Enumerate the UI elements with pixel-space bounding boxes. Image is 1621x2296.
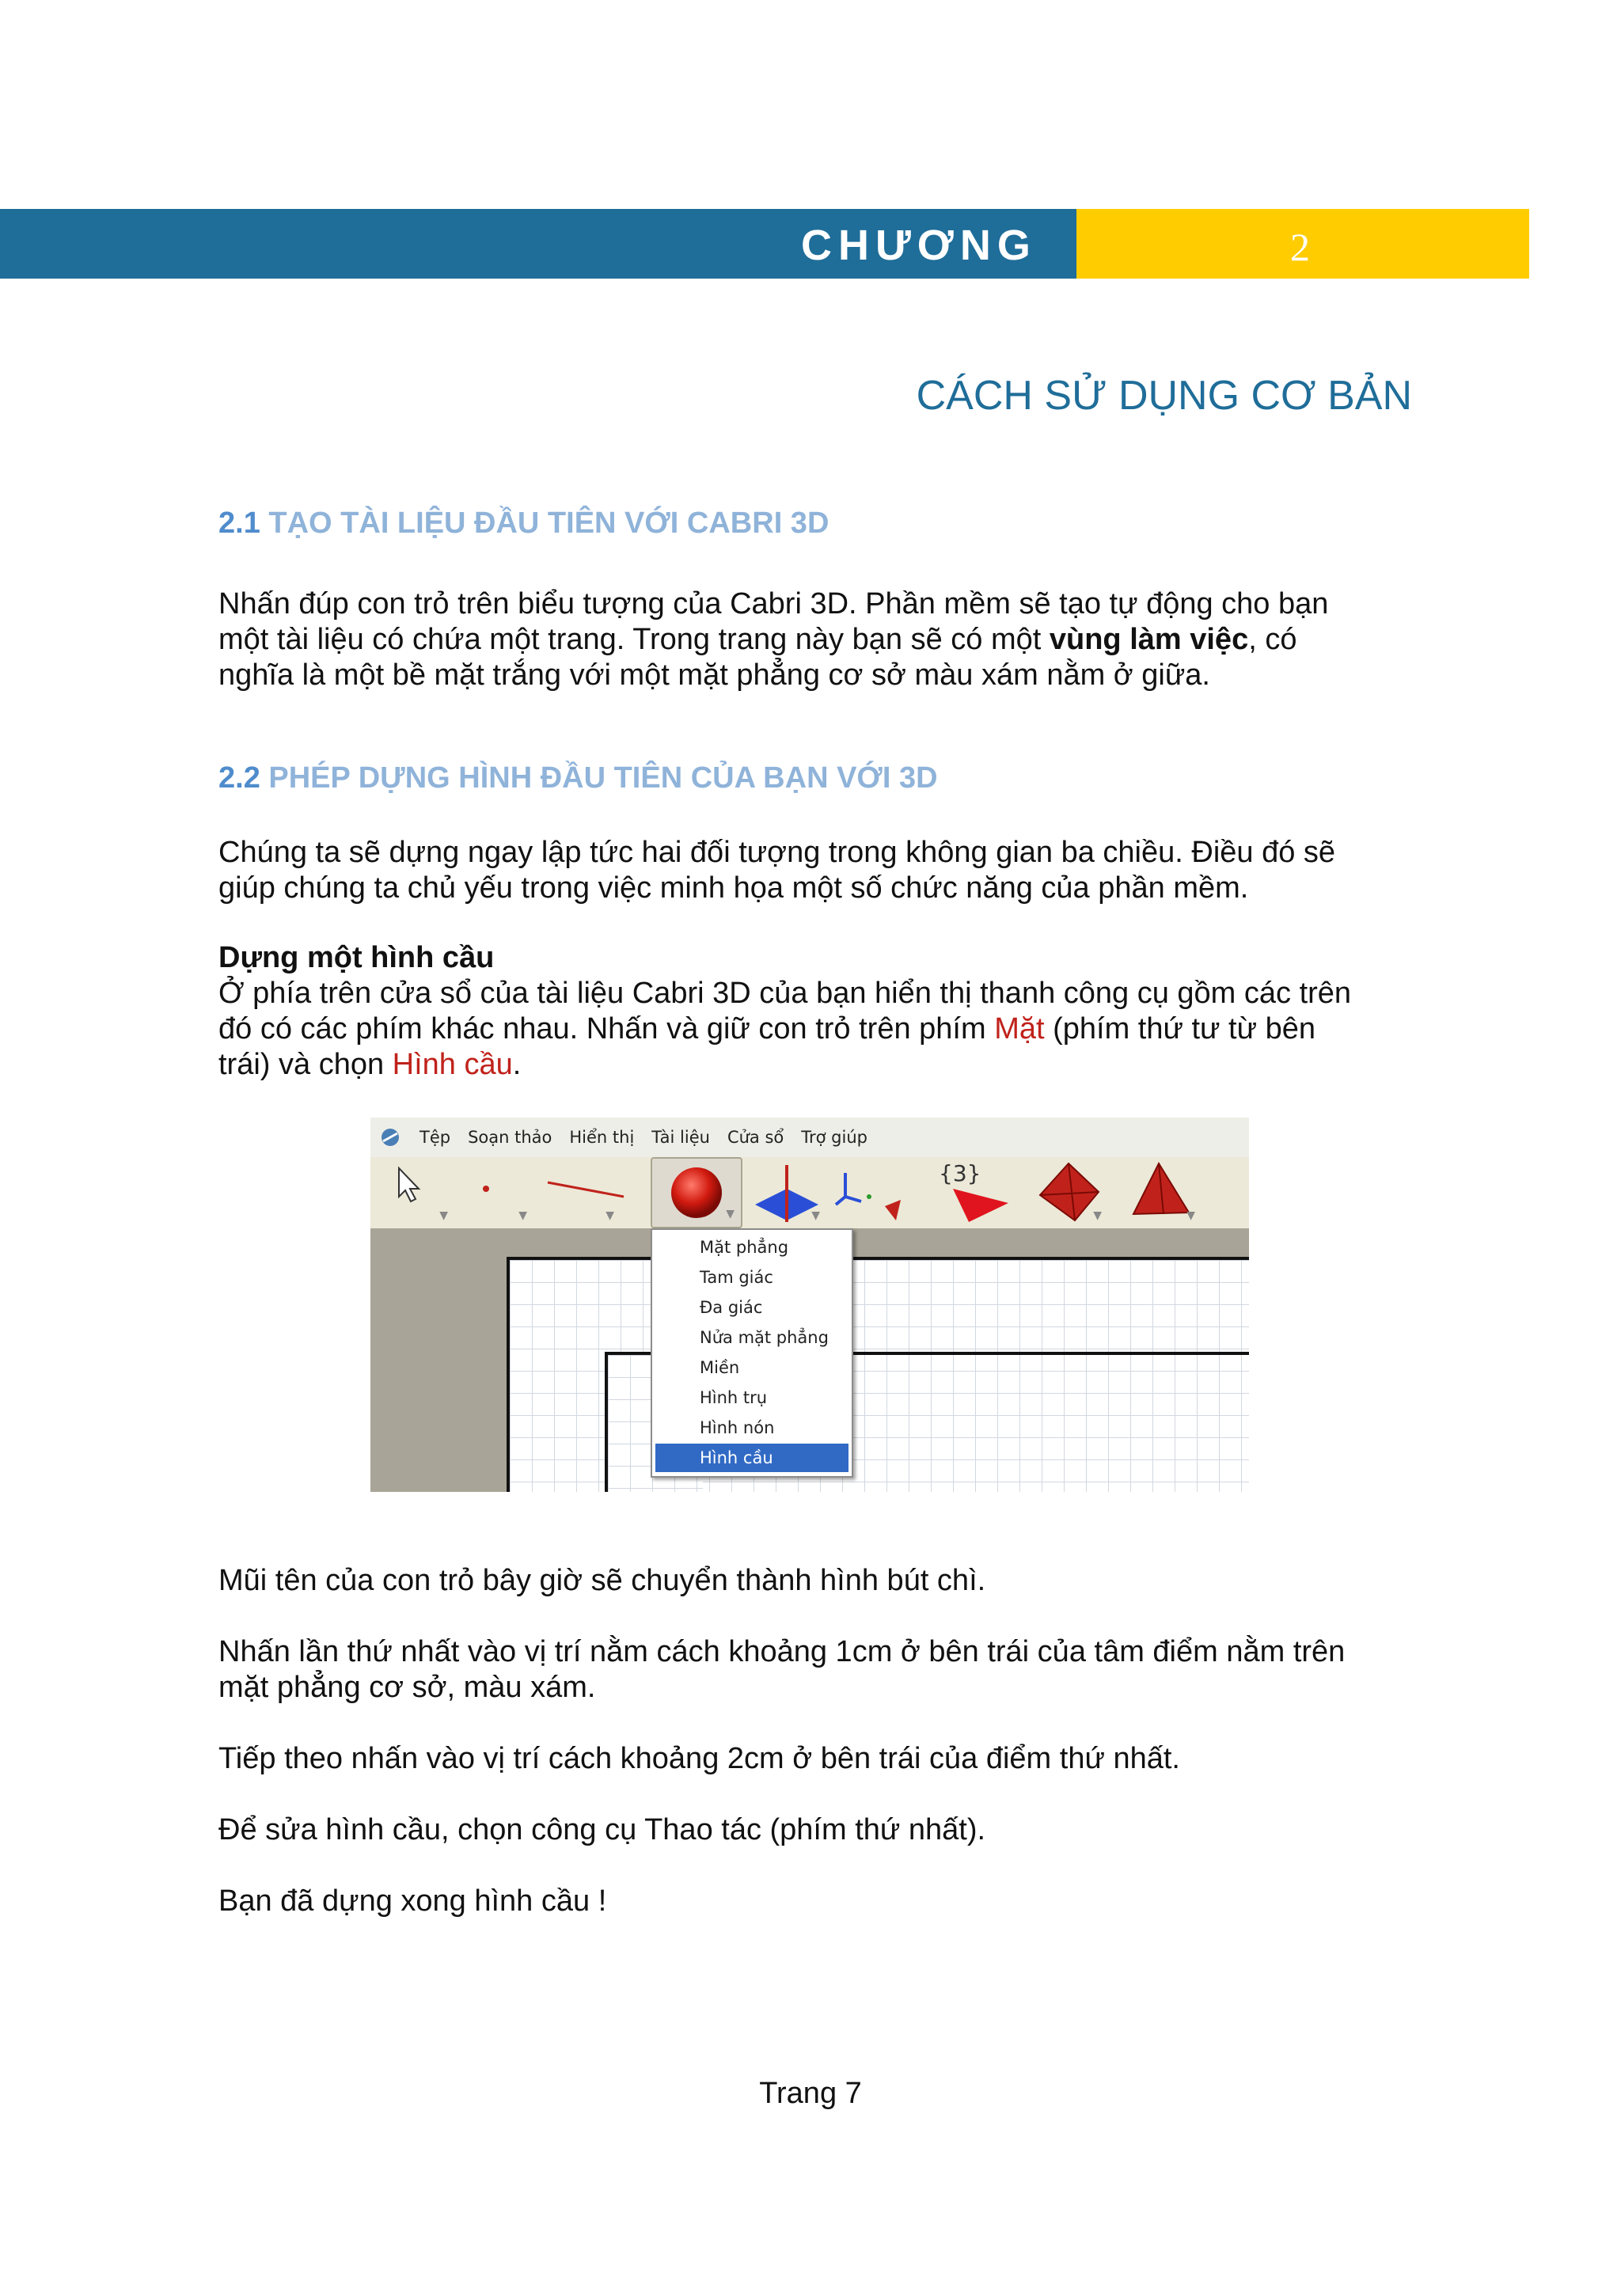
pyramid-tool-button[interactable] [1122, 1157, 1202, 1228]
chapter-banner [0, 209, 1529, 279]
transform-tool-button[interactable] [829, 1157, 909, 1228]
line-tool-button[interactable] [541, 1157, 621, 1228]
paragraph-intro [218, 586, 1406, 693]
text-line: mặt phẳng cơ sở, màu xám. [218, 1671, 596, 1704]
polygon-tool-button[interactable] [929, 1157, 1024, 1228]
polyhedron-tool-button[interactable] [1029, 1157, 1108, 1228]
surface-dropdown-menu [651, 1228, 853, 1478]
menu-option-triangle[interactable]: Tam giác [700, 1268, 773, 1287]
polygon-count-icon [929, 1157, 1024, 1228]
chevron-down-icon: ▼ [811, 1209, 820, 1222]
chapter-number-box [1076, 209, 1529, 279]
text-line: đó có các phím khác nhau. Nhấn và giữ con trỏ trên phím Mặt (phím thứ tư từ bên [218, 1012, 1316, 1046]
paragraph-done: Bạn đã dựng xong hình cầu ! [218, 1884, 607, 1918]
text-line: Nhấn đúp con trỏ trên biểu tượng của Cabri 3D. Phần mềm sẽ tạo tự động cho bạn [218, 587, 1329, 620]
menu-reference: Hình cầu [392, 1048, 513, 1081]
chevron-down-icon: ▼ [518, 1209, 527, 1222]
section-heading-2-2 [218, 761, 938, 795]
paragraph-first-click [218, 1634, 1406, 1706]
section-number: 2.1 [218, 507, 260, 540]
text-line: Ở phía trên cửa sổ của tài liệu Cabri 3D của bạn hiển thị thanh công cụ gồm các trên [218, 977, 1352, 1010]
cabri-screenshot [370, 1118, 1249, 1492]
menu-option-polygon[interactable]: Đa giác [700, 1298, 763, 1317]
menu-help[interactable]: Trợ giúp [801, 1128, 867, 1147]
section-title: TẠO TÀI LIỆU ĐẦU TIÊN VỚI CABRI 3D [268, 507, 829, 540]
menu-option-region[interactable]: Miền [700, 1358, 740, 1377]
perpendicular-tool-button[interactable] [747, 1157, 826, 1228]
menu-reference: Mặt [994, 1012, 1045, 1046]
text-line: nghĩa là một bề mặt trắng với một mặt phẳng cơ sở màu xám nằm ở giữa. [218, 658, 1210, 692]
canvas-margin-top [507, 1228, 1249, 1257]
paragraph-sphere [218, 940, 1406, 1083]
section-number: 2.2 [218, 761, 260, 795]
menu-option-sphere-selected[interactable]: Hình cầu [655, 1444, 848, 1472]
menu-file[interactable]: Tệp [419, 1128, 451, 1147]
point-tool-button[interactable] [454, 1157, 533, 1228]
menu-bar [370, 1118, 1249, 1157]
chapter-title: CÁCH SỬ DỤNG CƠ BẢN [916, 373, 1412, 419]
app-icon [378, 1125, 402, 1149]
menu-window[interactable]: Cửa sổ [727, 1128, 784, 1147]
canvas-margin [370, 1228, 507, 1492]
polygon-count-label: {3} [939, 1160, 981, 1186]
sub-heading: Dựng một hình cầu [218, 941, 495, 974]
menu-option-plane[interactable]: Mặt phẳng [700, 1238, 789, 1257]
bold-term: vùng làm việc [1049, 623, 1249, 656]
menu-document[interactable]: Tài liệu [651, 1128, 710, 1147]
menu-option-half-plane[interactable]: Nửa mặt phẳng [700, 1328, 829, 1347]
menu-option-cylinder[interactable]: Hình trụ [700, 1388, 768, 1407]
section-title: PHÉP DỰNG HÌNH ĐẦU TIÊN CỦA BẠN VỚI 3D [268, 761, 938, 795]
paragraph-second-click: Tiếp theo nhấn vào vị trí cách khoảng 2cm ở bên trái của điểm thứ nhất. [218, 1742, 1180, 1775]
text-line: Nhấn lần thứ nhất vào vị trí nằm cách khoảng 1cm ở bên trái của tâm điểm nằm trên [218, 1635, 1346, 1668]
surface-tool-button[interactable] [651, 1157, 742, 1228]
toolbar [370, 1157, 1249, 1229]
chevron-down-icon: ▼ [606, 1209, 614, 1222]
text-line: Chúng ta sẽ dựng ngay lập tức hai đối tượng trong không gian ba chiều. Điều đó sẽ [218, 836, 1336, 869]
menu-edit[interactable]: Soạn thảo [468, 1128, 552, 1147]
paragraph-construct [218, 835, 1406, 906]
paragraph-edit: Để sửa hình cầu, chọn công cụ Thao tác (phím thứ nhất). [218, 1813, 986, 1846]
paragraph-cursor: Mũi tên của con trỏ bây giờ sẽ chuyển thành hình bút chì. [218, 1564, 986, 1597]
manipulation-tool-button[interactable] [375, 1157, 454, 1228]
chevron-down-icon: ▼ [726, 1208, 735, 1220]
base-plane-edge [605, 1352, 608, 1492]
menu-option-cone[interactable]: Hình nón [700, 1418, 775, 1437]
text-line: trái) và chọn Hình cầu. [218, 1048, 522, 1081]
chevron-down-icon: ▼ [1186, 1209, 1195, 1222]
section-heading-2-1 [218, 507, 829, 541]
page-number: Trang 7 [759, 2077, 862, 2110]
text-line: giúp chúng ta chủ yếu trong việc minh họa một số chức năng của phần mềm. [218, 871, 1249, 905]
menu-view[interactable]: Hiển thị [569, 1128, 635, 1147]
chapter-word: CHƯƠNG [801, 222, 1037, 269]
chapter-number: 2 [1290, 225, 1310, 269]
text-line: một tài liệu có chứa một trang. Trong trang này bạn sẽ có một vùng làm việc, có [218, 623, 1297, 656]
chevron-down-icon: ▼ [439, 1209, 448, 1222]
line-icon [541, 1157, 628, 1228]
transform-icon [829, 1157, 917, 1228]
chevron-down-icon: ▼ [1093, 1209, 1102, 1222]
